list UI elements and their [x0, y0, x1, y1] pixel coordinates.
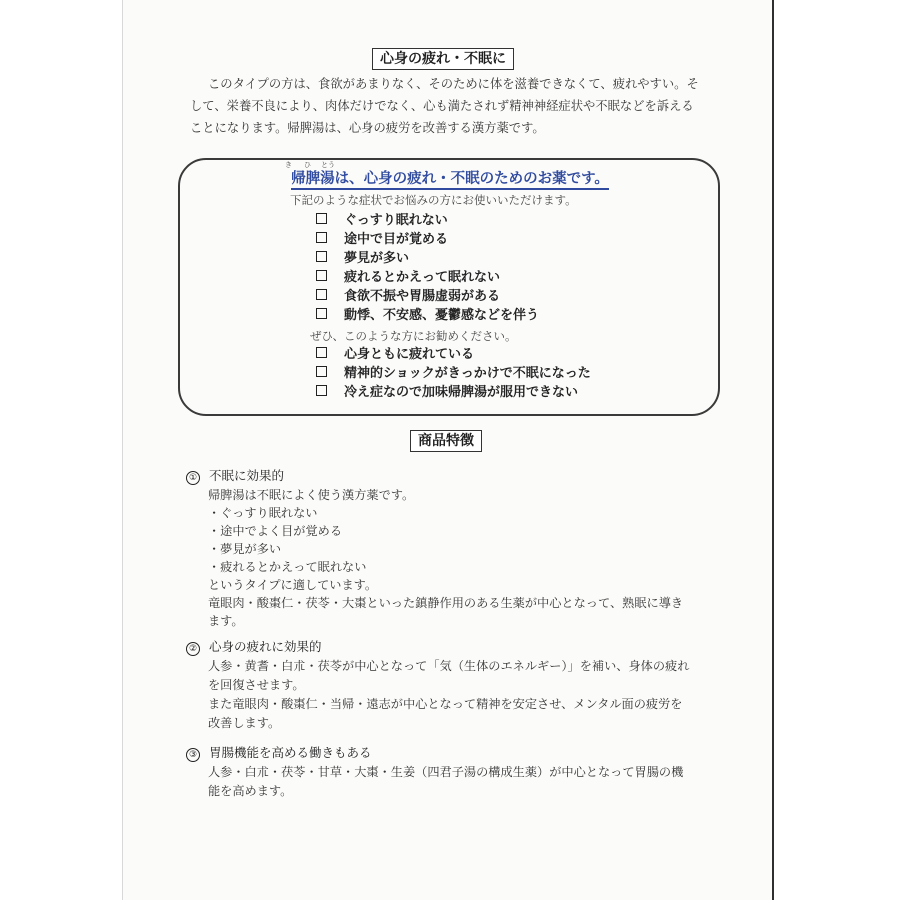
- symptom-item: [316, 269, 500, 287]
- checkbox-icon: [316, 270, 327, 281]
- feature-2-line: を回復させます。: [208, 678, 305, 692]
- feature-1-line: 帰脾湯は不眠によく使う漢方薬です。: [208, 488, 415, 502]
- feature-number-2: ②: [186, 642, 200, 656]
- symptom-label: 食欲不振や胃腸虚弱がある: [344, 289, 501, 304]
- feature-2-line: 人参・黄耆・白朮・茯苓が中心となって「気（生体のエネルギー）」を補い、身体の疲れ: [208, 659, 690, 673]
- intro-line-1: このタイプの方は、食欲があまりなく、そのために体を滋養できなくて、疲れやすい。そ: [208, 77, 699, 91]
- feature-heading-1: [186, 466, 284, 485]
- recommend-item: [316, 346, 474, 364]
- box-intro: 下記のような症状でお悩みの方にお使いいただけます。: [290, 193, 577, 207]
- symptom-item: [316, 212, 448, 230]
- ruby-hi: ひ: [304, 161, 311, 169]
- feature-title-3: 胃腸機能を高める働きもある: [209, 745, 372, 760]
- recommend-label: 心身ともに疲れている: [344, 347, 475, 362]
- feature-heading-3: [186, 743, 372, 762]
- ruby-tou: とう: [321, 161, 335, 169]
- checkbox-icon: [316, 385, 327, 396]
- feature-title-2: 心身の疲れに効果的: [209, 639, 322, 654]
- checkbox-icon: [316, 251, 327, 262]
- feature-title-1: 不眠に効果的: [209, 468, 285, 483]
- section-title-features: 商品特徴: [410, 430, 482, 452]
- feature-number-3: ③: [186, 748, 200, 762]
- symptom-item: [316, 307, 539, 325]
- feature-1-line: ・ぐっすり眠れない: [208, 506, 318, 520]
- feature-1-line: ・疲れるとかえって眠れない: [208, 560, 367, 574]
- checkbox-icon: [316, 308, 327, 319]
- paper-edge: [772, 0, 774, 900]
- checkbox-icon: [316, 347, 327, 358]
- feature-3-line: 能を高めます。: [208, 784, 293, 798]
- recommend-item: [316, 384, 578, 402]
- symptom-label: ぐっすり眠れない: [344, 213, 448, 228]
- symptom-label: 夢見が多い: [344, 251, 410, 266]
- feature-1-line: 竜眼肉・酸棗仁・茯苓・大棗といった鎮静作用のある生薬が中心となって、熟眠に導き: [208, 596, 684, 610]
- box-heading-text: 帰脾湯は、心身の疲れ・不眠のためのお薬です。: [291, 171, 609, 190]
- symptom-item: [316, 288, 500, 306]
- recommend-label: 精神的ショックがきっかけで不眠になった: [344, 366, 591, 381]
- section-title-fatigue-insomnia: 心身の疲れ・不眠に: [372, 48, 514, 70]
- symptom-label: 動悸、不安感、憂鬱感などを伴う: [344, 308, 540, 323]
- feature-1-line: ・夢見が多い: [208, 542, 282, 556]
- intro-line-3: ことになります。帰脾湯は、心身の疲労を改善する漢方薬です。: [190, 121, 545, 135]
- recommend-intro: ぜひ、このような方にお勧めください。: [310, 329, 517, 343]
- checkbox-icon: [316, 366, 327, 377]
- intro-line-2: して、栄養不良により、肉体だけでなく、心も満たされず精神神経症状や不眠などを訴える: [190, 99, 694, 113]
- box-heading: [0, 167, 900, 188]
- symptom-label: 途中で目が覚める: [344, 232, 449, 247]
- symptom-label: 疲れるとかえって眠れない: [344, 270, 501, 285]
- feature-number-1: ①: [186, 471, 200, 485]
- symptom-item: [316, 250, 409, 268]
- feature-heading-2: [186, 637, 322, 656]
- checkbox-icon: [316, 289, 327, 300]
- feature-2-line: 改善します。: [208, 716, 281, 730]
- feature-1-line: ・途中でよく目が覚める: [208, 524, 343, 538]
- recommend-item: [316, 365, 591, 383]
- checkbox-icon: [316, 232, 327, 243]
- feature-1-line: というタイプに適しています。: [208, 578, 378, 592]
- feature-1-line: ます。: [208, 614, 244, 628]
- recommend-label: 冷え症なので加味帰脾湯が服用できない: [344, 385, 579, 400]
- symptom-item: [316, 231, 448, 249]
- ruby-ki: き: [285, 161, 292, 169]
- feature-2-line: また竜眼肉・酸棗仁・当帰・遠志が中心となって精神を安定させ、メンタル面の疲労を: [208, 697, 683, 711]
- checkbox-icon: [316, 213, 327, 224]
- feature-3-line: 人参・白朮・茯苓・甘草・大棗・生姜（四君子湯の構成生薬）が中心となって胃腸の機: [208, 765, 684, 779]
